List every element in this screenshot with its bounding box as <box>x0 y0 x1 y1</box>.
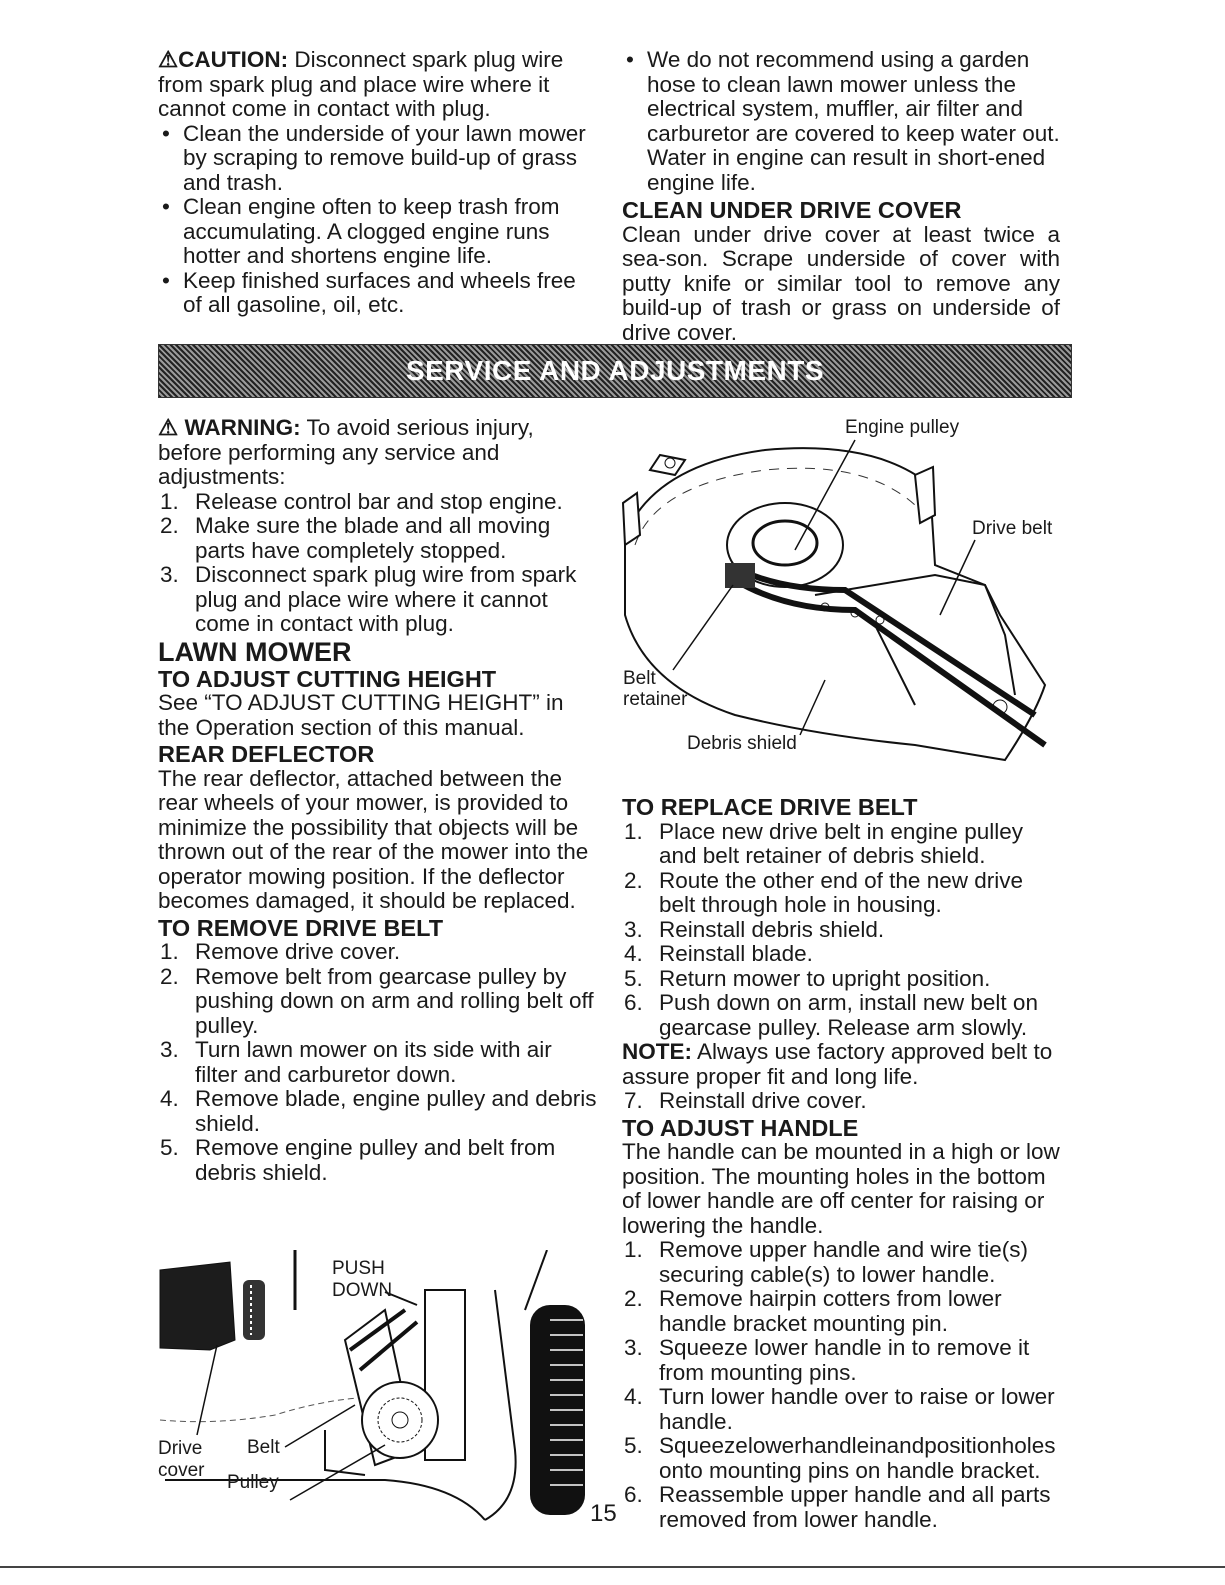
remove-belt-heading: TO REMOVE DRIVE BELT <box>158 914 444 941</box>
caution-icon: ⚠ <box>158 47 179 72</box>
drive-label: Drive <box>158 1438 203 1459</box>
list-item: 1. Place new drive belt in engine pulley and belt retainer of debris shield. <box>624 818 1023 868</box>
note-label: NOTE: <box>622 1039 692 1064</box>
figure-gearcase-pulley <box>155 1250 595 1530</box>
warning-text: To avoid serious injury, before performing any service and adjustments: <box>158 415 534 489</box>
banner-title: SERVICE AND ADJUSTMENTS <box>405 355 825 386</box>
top-right-section <box>622 48 1060 345</box>
clean-drive-cover-text: Clean under drive cover at least twice a sea-son. Scrape underside of cover with putty knife or similar tool to remove any build-up of trash or grass on underside of drive cover. <box>622 221 1060 345</box>
list-item: 3. Reinstall debris shield. <box>624 916 885 942</box>
caution-label: CAUTION: <box>178 47 289 72</box>
note-text: Always use factory approved belt to assure proper fit and long life. <box>622 1039 1053 1089</box>
section-banner <box>158 344 1072 398</box>
list-item: 3. Squeeze lower handle in to remove it from mounting pins. <box>624 1335 1030 1385</box>
belt-retainer-label-2: retainer <box>623 689 688 710</box>
list-item: 4. Remove blade, engine pulley and debris shield. <box>160 1086 597 1136</box>
replace-belt-heading: TO REPLACE DRIVE BELT <box>622 794 918 820</box>
list-item: 2. Remove hairpin cotters from lower handle bracket mounting pin. <box>624 1286 1002 1336</box>
cutting-height-text: See “TO ADJUST CUTTING HEIGHT” in the Operation section of this manual. <box>158 690 564 740</box>
lawn-mower-heading: LAWN MOWER <box>158 636 352 667</box>
rear-deflector-heading: REAR DEFLECTOR <box>158 741 375 767</box>
list-item: • We do not recommend using a garden hose to clean lawn mower unless the electrical system, muffler, air filter and carburetor are covered to keep water out. Water in engine can result in short-ened engine life. <box>626 47 1060 195</box>
belt-label: Belt <box>247 1437 280 1458</box>
cover-label: cover <box>158 1460 205 1481</box>
rear-deflector-text: The rear deflector, attached between the rear wheels of your mower, is provided to minimize the possibility that objects will be thrown out of the rear of the mower into the operator mowing position. If the deflector becomes damaged, it should be replaced. <box>158 765 589 913</box>
lower-left-column <box>158 416 598 1185</box>
list-item: • Keep finished surfaces and wheels free of all gasoline, oil, etc. <box>162 267 576 317</box>
pulley-label: Pulley <box>227 1472 279 1493</box>
engine-pulley-label: Engine pulley <box>845 417 960 438</box>
warning-paragraph <box>158 416 598 490</box>
note-paragraph <box>622 1040 1062 1089</box>
list-item: 4. Turn lower handle over to raise or lower handle. <box>624 1384 1055 1434</box>
debris-shield-label: Debris shield <box>687 733 797 754</box>
debris-shield-illustration <box>615 415 1065 780</box>
caution-section <box>158 48 598 318</box>
push-label: PUSH <box>332 1258 385 1279</box>
list-item: 1. Release control bar and stop engine. <box>160 488 563 514</box>
list-item: 7. Reinstall drive cover. <box>624 1088 867 1113</box>
cutting-height-heading: TO ADJUST CUTTING HEIGHT <box>158 665 497 692</box>
caution-paragraph <box>158 48 598 122</box>
bottom-divider <box>0 1566 1225 1568</box>
list-item: 3. Turn lawn mower on its side with air filter and carburetor down. <box>160 1037 552 1087</box>
warning-label: WARNING: <box>184 415 301 440</box>
list-item: 2. Route the other end of the new drive belt through hole in housing. <box>624 867 1023 917</box>
caution-text: Disconnect spark plug wire from spark plug and place wire where it cannot come in contact with plug. <box>158 47 564 121</box>
drive-belt-label: Drive belt <box>972 518 1053 539</box>
list-item: • Clean the underside of your lawn mower by scraping to remove build-up of grass and trash. <box>162 120 586 195</box>
lower-right-column <box>622 795 1062 1532</box>
list-item: 5. Remove engine pulley and belt from debris shield. <box>160 1135 556 1185</box>
adjust-handle-text: The handle can be mounted in a high or low position. The mounting holes in the bottom of lower handle are off center for raising or lowering the handle. <box>622 1139 1060 1238</box>
adjust-handle-heading: TO ADJUST HANDLE <box>622 1114 859 1141</box>
figure-debris-shield <box>615 415 1065 780</box>
warning-icon: ⚠ <box>158 415 179 440</box>
down-label: DOWN <box>332 1280 393 1301</box>
belt-retainer-label-1: Belt <box>623 668 656 689</box>
list-item: 1. Remove upper handle and wire tie(s) securing cable(s) to lower handle. <box>624 1237 1028 1287</box>
list-item: 1. Remove drive cover. <box>160 939 401 964</box>
list-item: 5. Return mower to upright position. <box>624 965 991 991</box>
list-item: • Clean engine often to keep trash from accumulating. A clogged engine runs hotter and shortens engine life. <box>162 194 560 268</box>
list-item: 3. Disconnect spark plug wire from spark plug and place wire where it cannot come in contact with plug. <box>160 562 577 636</box>
list-item: 4. Reinstall blade. <box>624 941 813 966</box>
clean-drive-cover-heading: CLEAN UNDER DRIVE COVER <box>622 197 962 223</box>
list-item: 6. Push down on arm, install new belt on gearcase pulley. Release arm slowly. <box>624 990 1038 1040</box>
list-item: 5. Squeezelowerhandleinandpositionholes onto mounting pins on handle bracket. <box>624 1433 1056 1483</box>
list-item: 6. Reassemble upper handle and all parts removed from lower handle. <box>624 1482 1051 1532</box>
page-number: 15 <box>590 1500 617 1527</box>
list-item: 2. Remove belt from gearcase pulley by pushing down on arm and rolling belt off pulley. <box>160 963 594 1038</box>
list-item: 2. Make sure the blade and all moving parts have completely stopped. <box>160 513 551 563</box>
